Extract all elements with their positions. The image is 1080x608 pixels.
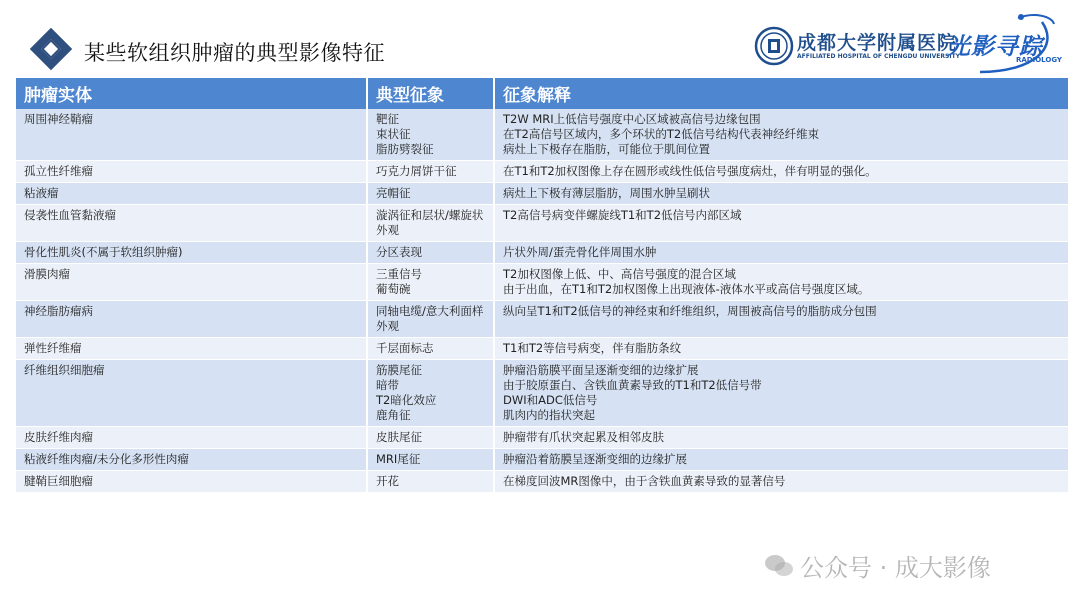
- table-row: [16, 301, 1068, 338]
- typical-sign-cell: [367, 449, 494, 471]
- table-row: [16, 427, 1068, 449]
- typical-sign-text: 巧克力屑饼干征: [376, 164, 457, 178]
- typical-sign-cell: [367, 471, 494, 493]
- imaging-features-table: [16, 78, 1068, 493]
- tumor-entity-text: 纤维组织细胞瘤: [24, 363, 105, 377]
- column-header-entity: 肿瘤实体: [16, 78, 367, 109]
- typical-sign-text: 暗带: [376, 378, 399, 392]
- typical-sign-text: 分区表现: [376, 245, 422, 259]
- tumor-entity-cell: [16, 449, 367, 471]
- sign-explanation-cell: [494, 360, 1068, 427]
- typical-sign-text: 靶征: [376, 112, 399, 126]
- sign-explanation-cell: [494, 109, 1068, 161]
- typical-sign-text: 皮肤尾征: [376, 430, 422, 444]
- typical-sign-cell: [367, 427, 494, 449]
- sign-explanation-cell: [494, 183, 1068, 205]
- sign-explanation-cell: [494, 242, 1068, 264]
- sign-explanation-text: 由于胶原蛋白、含铁血黄素导致的T1和T2低信号带: [503, 378, 762, 392]
- sign-explanation-text: 肌肉内的指状突起: [503, 408, 595, 422]
- typical-sign-text: 亮帽征: [376, 186, 411, 200]
- sign-explanation-text: T2高信号病变伴螺旋线T1和T2低信号内部区域: [503, 208, 742, 222]
- sign-explanation-text: 纵向呈T1和T2低信号的神经束和纤维组织，周围被高信号的脂肪成分包围: [503, 304, 877, 318]
- tumor-entity-cell: [16, 471, 367, 493]
- typical-sign-text: 千层面标志: [376, 341, 434, 355]
- sign-explanation-cell: [494, 338, 1068, 360]
- typical-sign-cell: [367, 183, 494, 205]
- sign-explanation-text: 在梯度回波MR图像中，由于含铁血黄素导致的显著信号: [503, 474, 786, 488]
- tumor-entity-cell: [16, 301, 367, 338]
- tumor-entity-cell: [16, 205, 367, 242]
- table-row: [16, 471, 1068, 493]
- sign-explanation-cell: [494, 161, 1068, 183]
- tumor-entity-cell: [16, 109, 367, 161]
- table-row: [16, 264, 1068, 301]
- table-row: [16, 449, 1068, 471]
- typical-sign-text: 葡萄碗: [376, 282, 411, 296]
- slide-header: [0, 0, 1080, 78]
- tumor-entity-cell: [16, 161, 367, 183]
- tumor-entity-text: 滑膜肉瘤: [24, 267, 70, 281]
- sign-explanation-text: T1和T2等信号病变，伴有脂肪条纹: [503, 341, 682, 355]
- sign-explanation-cell: [494, 205, 1068, 242]
- tumor-entity-text: 神经脂肪瘤病: [24, 304, 93, 318]
- sign-explanation-cell: [494, 301, 1068, 338]
- typical-sign-cell: [367, 360, 494, 427]
- typical-sign-cell: [367, 161, 494, 183]
- tumor-entity-cell: [16, 360, 367, 427]
- typical-sign-text: 同轴电缆/意大利面样外观: [376, 304, 484, 333]
- tumor-entity-text: 弹性纤维瘤: [24, 341, 82, 355]
- tumor-entity-text: 侵袭性血管黏液瘤: [24, 208, 116, 222]
- typical-sign-text: MRI尾征: [376, 452, 421, 466]
- sign-explanation-text: 肿瘤沿筋膜平面呈逐渐变细的边缘扩展: [503, 363, 699, 377]
- tumor-entity-cell: [16, 183, 367, 205]
- hospital-english-name: AFFILIATED HOSPITAL OF CHENGDU UNIVERSITY: [797, 53, 961, 60]
- typical-sign-cell: [367, 242, 494, 264]
- typical-sign-text: 束状征: [376, 127, 411, 141]
- watermark-text: 公众号 · 成大影像: [800, 554, 991, 582]
- tumor-entity-cell: [16, 427, 367, 449]
- wechat-icon: [764, 553, 794, 579]
- sign-explanation-text: DWI和ADC低信号: [503, 393, 598, 407]
- sign-explanation-text: 在T1和T2加权图像上存在圆形或线性低信号强度病灶，伴有明显的强化。: [503, 164, 877, 178]
- sign-explanation-cell: [494, 449, 1068, 471]
- page-title: 某些软组织肿瘤的典型影像特征: [84, 41, 385, 65]
- sign-explanation-cell: [494, 264, 1068, 301]
- brand-subtitle: RADIOLOGY: [1016, 56, 1062, 64]
- tumor-entity-text: 孤立性纤维瘤: [24, 164, 93, 178]
- hospital-name: 成都大学附属医院: [797, 32, 958, 54]
- column-header-signs: 典型征象: [367, 78, 494, 109]
- typical-sign-cell: [367, 338, 494, 360]
- typical-sign-cell: [367, 205, 494, 242]
- typical-sign-cell: [367, 301, 494, 338]
- table-row: [16, 360, 1068, 427]
- table-row: [16, 183, 1068, 205]
- sign-explanation-text: 由于出血，在T1和T2加权图像上出现液体-液体水平或高信号强度区域。: [503, 282, 870, 296]
- tumor-entity-text: 皮肤纤维肉瘤: [24, 430, 93, 444]
- sign-explanation-text: 病灶上下极有薄层脂肪，周围水肿呈刷状: [503, 186, 710, 200]
- sign-explanation-cell: [494, 471, 1068, 493]
- table-row: [16, 205, 1068, 242]
- typical-sign-text: 脂肪劈裂征: [376, 142, 434, 156]
- sign-explanation-text: 肿瘤带有爪状突起累及相邻皮肤: [503, 430, 664, 444]
- hospital-emblem-icon: [754, 26, 794, 66]
- typical-sign-text: 筋膜尾征: [376, 363, 422, 377]
- table-header-row: [16, 78, 1068, 109]
- tumor-entity-text: 粘液瘤: [24, 186, 59, 200]
- table-row: [16, 242, 1068, 264]
- table-row: [16, 338, 1068, 360]
- diamond-bullet-icon: [32, 30, 72, 70]
- brand-name: 光影寻踪: [947, 34, 1043, 60]
- sign-explanation-cell: [494, 427, 1068, 449]
- tumor-entity-text: 腱鞘巨细胞瘤: [24, 474, 93, 488]
- sign-explanation-text: 病灶上下极存在脂肪，可能位于肌间位置: [503, 142, 710, 156]
- tumor-entity-text: 周围神经鞘瘤: [24, 112, 93, 126]
- typical-sign-cell: [367, 109, 494, 161]
- table-row: [16, 161, 1068, 183]
- sign-explanation-text: 在T2高信号区域内，多个环状的T2低信号结构代表神经纤维束: [503, 127, 820, 141]
- sign-explanation-text: 肿瘤沿着筋膜呈逐渐变细的边缘扩展: [503, 452, 687, 466]
- column-header-explanation: 征象解释: [494, 78, 1068, 109]
- typical-sign-text: 三重信号: [376, 267, 422, 281]
- sign-explanation-text: T2加权图像上低、中、高信号强度的混合区域: [503, 267, 736, 281]
- typical-sign-text: 鹿角征: [376, 408, 411, 422]
- typical-sign-cell: [367, 264, 494, 301]
- tumor-entity-cell: [16, 242, 367, 264]
- sign-explanation-text: 片状外周/蛋壳骨化伴周围水肿: [503, 245, 657, 259]
- tumor-entity-text: 粘液纤维肉瘤/未分化多形性肉瘤: [24, 452, 189, 466]
- table-row: [16, 109, 1068, 161]
- tumor-entity-cell: [16, 264, 367, 301]
- typical-sign-text: 开花: [376, 474, 399, 488]
- tumor-entity-cell: [16, 338, 367, 360]
- typical-sign-text: 漩涡征和层状/螺旋状外观: [376, 208, 484, 237]
- typical-sign-text: T2暗化效应: [376, 393, 437, 407]
- sign-explanation-text: T2W MRI上低信号强度中心区域被高信号边缘包围: [503, 112, 761, 126]
- tumor-entity-text: 骨化性肌炎(不属于软组织肿瘤): [24, 245, 183, 259]
